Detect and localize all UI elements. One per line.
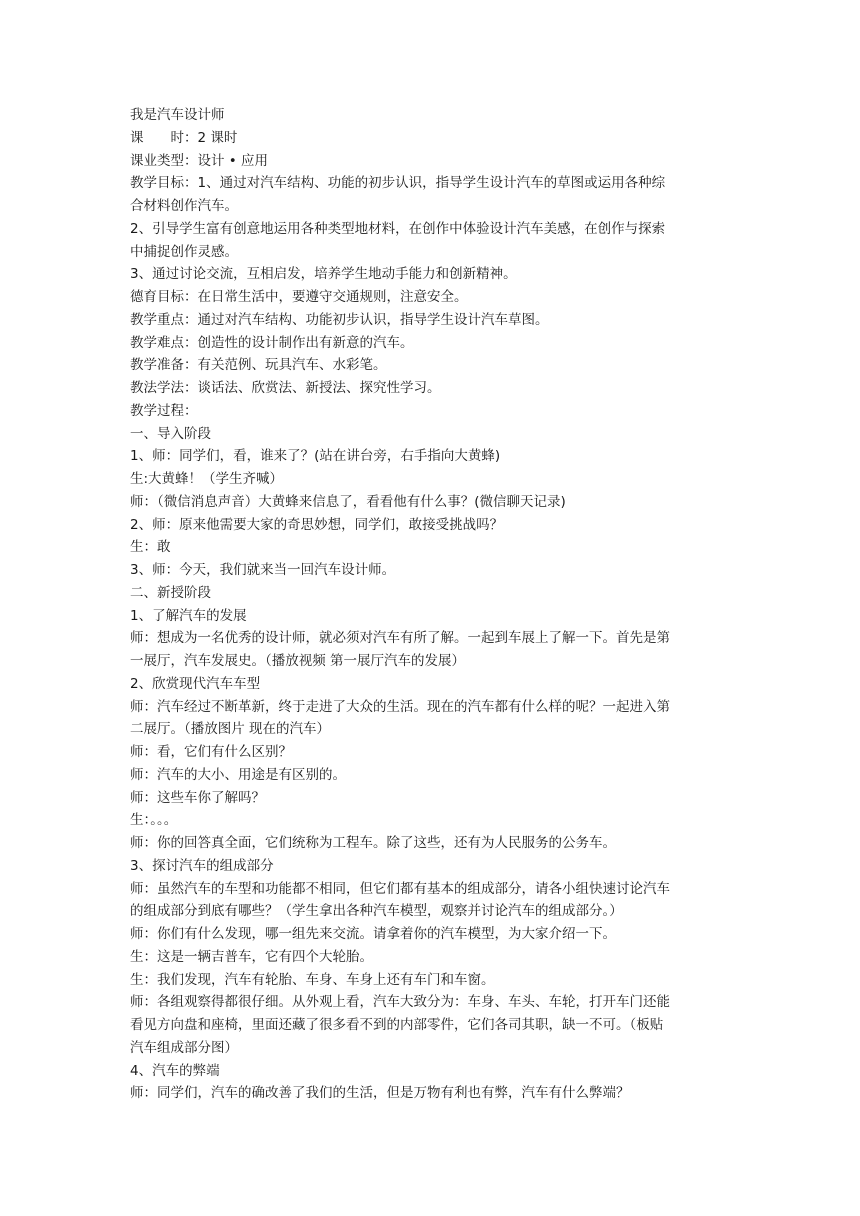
- text-line: 生：。。。: [130, 812, 178, 829]
- document-title: 我是汽车设计师: [130, 107, 225, 123]
- text-line: 师：同学们，汽车的确改善了我们的生活，但是万物有利也有弊，汽车有什么弊端？: [130, 1085, 630, 1102]
- text-line: 1、师：同学们，看，谁来了？(站在讲台旁，右手指向大黄蜂): [130, 448, 501, 465]
- subsection-heading: 1、了解汽车的发展: [130, 607, 247, 624]
- section-heading: 教学过程：: [130, 402, 198, 419]
- text-line: 教学难点：创造性的设计制作出有新意的汽车。: [130, 334, 414, 351]
- text-line: 汽车组成部分图）: [130, 1039, 238, 1056]
- section-heading: 二、新授阶段: [130, 584, 211, 601]
- subsection-heading: 4、汽车的弊端: [130, 1062, 220, 1079]
- subsection-heading: 3、探讨汽车的组成部分: [130, 857, 274, 874]
- text-line: 师：这些车你了解吗？: [130, 789, 265, 806]
- document-page: [130, 104, 730, 1105]
- text-line: 师：你们有什么发现，哪一组先来交流。请拿着你的汽车模型，为大家介绍一下。: [130, 926, 616, 942]
- text-line: 德育目标：在日常生活中，要遵守交通规则，注意安全。: [130, 289, 468, 305]
- text-line: 的组成部分到底有哪些？（学生拿出各种汽车模型，观察并讨论汽车的组成部分。）: [130, 903, 623, 920]
- text-line: 教学重点：通过对汽车结构、功能初步认识，指导学生设计汽车草图。: [130, 311, 549, 328]
- text-line: 3、通过讨论交流，互相启发，培养学生地动手能力和创新精神。: [130, 266, 517, 283]
- text-line: 生：这是一辆吉普车，它有四个大轮胎。: [130, 948, 373, 965]
- section-heading: 一、导入阶段: [130, 425, 211, 442]
- text-line: 一展厅，汽车发展史。（播放视频 第一展厅汽车的发展）: [130, 653, 466, 669]
- text-line: 生：我们发现，汽车有轮胎、车身、车身上还有车门和车窗。: [130, 971, 495, 988]
- text-line: 课 时：2 课时: [130, 129, 238, 146]
- text-line: 合材料创作汽车。: [130, 198, 238, 214]
- text-line: 师：你的回答真全面，它们统称为工程车。除了这些，还有为人民服务的公务车。: [130, 835, 616, 851]
- text-line: 师：各组观察得都很仔细。从外观上看，汽车大致分为：车身、车头、车轮，打开车门还能: [130, 994, 670, 1011]
- text-line: 师：看，它们有什么区别？: [130, 744, 292, 760]
- text-line: 师：汽车的大小、用途是有区别的。: [130, 766, 346, 783]
- text-line: 教学目标：1、通过对汽车结构、功能的初步认识，指导学生设计汽车的草图或运用各种综: [130, 175, 666, 192]
- text-line: 教法学法：谈话法、欣赏法、新授法、探究性学习。: [130, 380, 441, 396]
- subsection-heading: 2、欣赏现代汽车车型: [130, 675, 261, 692]
- text-line: 2、师：原来他需要大家的奇思妙想，同学们，敢接受挑战吗？: [130, 516, 504, 533]
- text-line: 课业类型：设计 • 应用: [130, 152, 269, 169]
- text-line: 教学准备：有关范例、玩具汽车、水彩笔。: [130, 357, 387, 374]
- text-line: 师：（微信消息声音）大黄蜂来信息了，看看他有什么事？(微信聊天记录): [130, 493, 566, 510]
- text-line: 生：敢: [130, 539, 171, 556]
- text-line: 2、引导学生富有创意地运用各种类型地材料，在创作中体验设计汽车美感，在创作与探索: [130, 220, 666, 237]
- text-line: 师：汽车经过不断革新，终于走进了大众的生活。现在的汽车都有什么样的呢？一起进入第: [130, 698, 670, 715]
- text-line: 看见方向盘和座椅，里面还藏了很多看不到的内部零件，它们各司其职，缺一不可。（板贴: [130, 1017, 664, 1033]
- text-line: 师：想成为一名优秀的设计师，就必须对汽车有所了解。一起到车展上了解一下。首先是第: [130, 630, 670, 647]
- text-line: 师：虽然汽车的车型和功能都不相同，但它们都有基本的组成部分，请各小组快速讨论汽车: [130, 880, 670, 897]
- text-line: 中捕捉创作灵感。: [130, 243, 238, 260]
- text-line: 3、师：今天，我们就来当一回汽车设计师。: [130, 562, 396, 578]
- text-line: 二展厅。（播放图片 现在的汽车）: [130, 721, 331, 738]
- text-line: 生:大黄蜂！（学生齐喊）: [130, 471, 284, 487]
